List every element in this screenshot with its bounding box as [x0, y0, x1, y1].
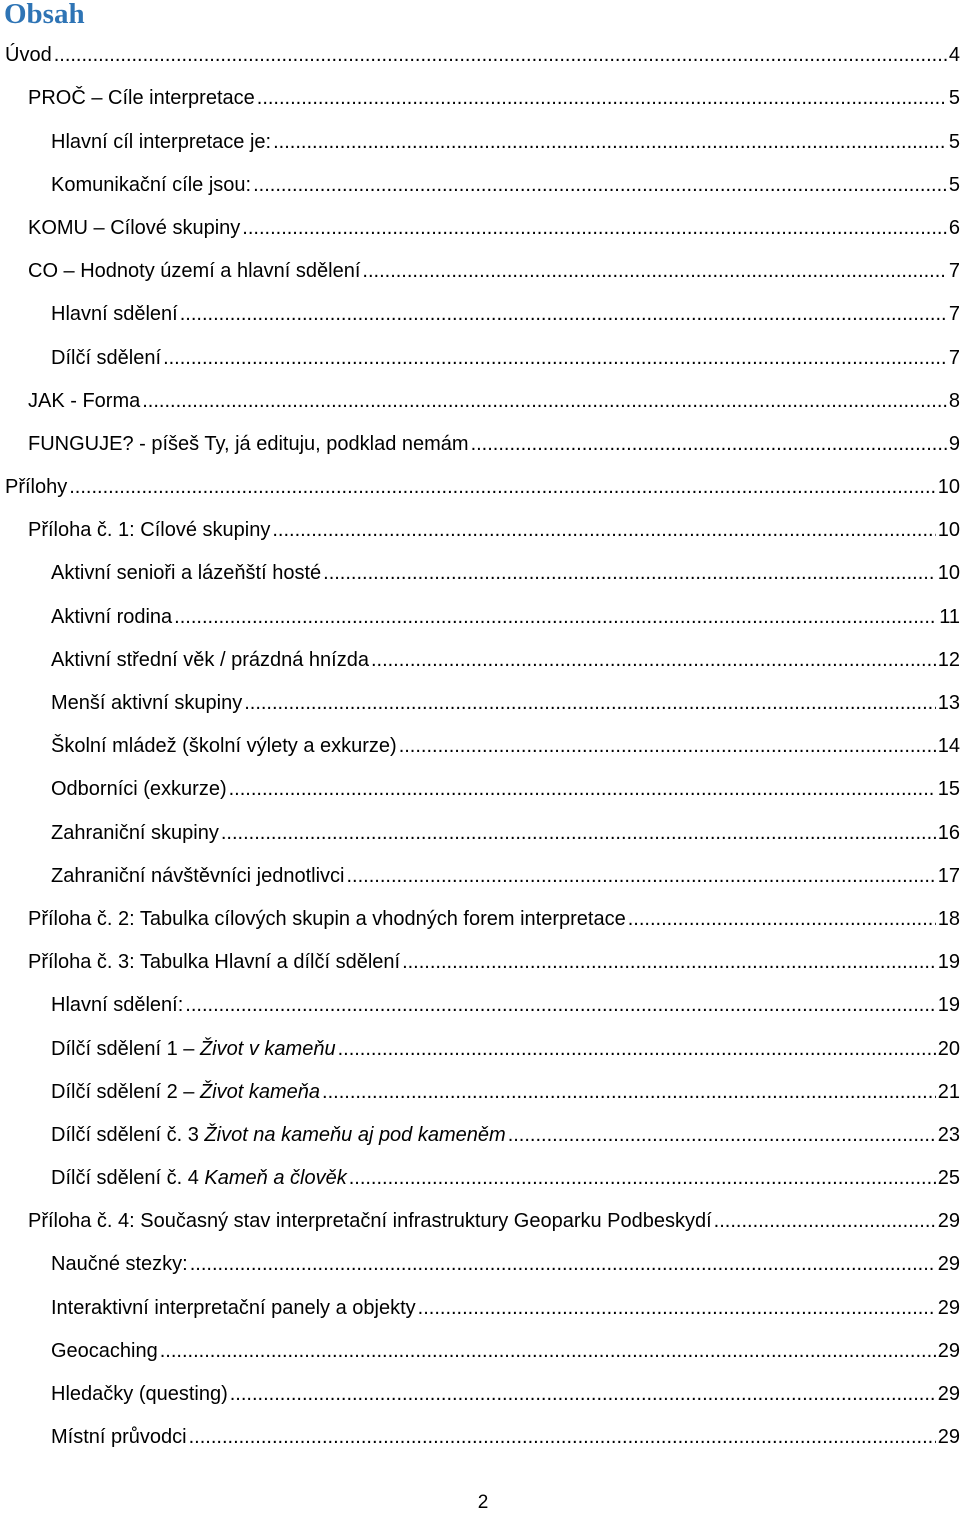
toc-entry-title	[51, 130, 271, 154]
toc-entry-title-part: Dílčí sdělení	[51, 346, 162, 369]
toc-entry-title-part: Přílohy	[5, 476, 68, 499]
toc-entry-title-part: Život kameňa	[199, 1080, 321, 1103]
toc-entry[interactable]	[0, 1280, 960, 1323]
toc-entry-title-part: Dílčí sdělení č. 3	[51, 1123, 205, 1146]
toc-entry-title	[28, 389, 140, 413]
toc-entry-title	[51, 1080, 320, 1104]
toc-entry-page: 16	[937, 821, 960, 844]
toc-entry[interactable]	[0, 1151, 960, 1194]
page-number: 2	[477, 1492, 489, 1513]
toc-entry-title-part: Zahraniční skupiny	[51, 821, 219, 844]
toc-entry[interactable]	[0, 114, 960, 157]
toc-entry-title-part: Příloha č. 3: Tabulka Hlavní a dílčí sdělení	[28, 951, 401, 974]
toc-entry-page: 18	[937, 907, 960, 930]
toc-dot-leader	[273, 130, 947, 154]
toc-dot-leader	[185, 993, 935, 1017]
toc-dot-leader	[230, 1382, 936, 1406]
toc-dot-leader	[399, 734, 936, 758]
toc-entry[interactable]	[0, 1108, 960, 1151]
toc-dot-leader	[257, 86, 947, 110]
toc-entry-page: 17	[937, 864, 960, 887]
toc-dot-leader	[253, 173, 947, 197]
toc-entry-page: 29	[937, 1210, 960, 1233]
toc-entry-page: 13	[937, 692, 960, 714]
toc-entry-page: 10	[937, 476, 960, 499]
toc-entry-title	[28, 432, 469, 456]
toc-dot-leader	[69, 475, 936, 499]
toc-entry-page: 8	[948, 389, 960, 412]
toc-entry-title-part: Život na kameňu aj pod kameněm	[204, 1123, 506, 1146]
toc-entry[interactable]	[0, 719, 960, 762]
toc-entry-title	[51, 691, 242, 715]
toc-entry[interactable]	[0, 805, 960, 848]
toc-entry-title	[51, 173, 251, 197]
toc-entry-title-part: Interaktivní interpretační panely a objekty	[51, 1296, 416, 1319]
toc-entry-title	[51, 1166, 347, 1190]
toc-entry-title	[28, 216, 240, 240]
toc-entry[interactable]	[0, 330, 960, 373]
toc-dot-leader	[242, 216, 947, 240]
toc-entry[interactable]	[0, 71, 960, 114]
toc-entry-title-part: Život v kameňu	[199, 1037, 336, 1060]
toc-dot-leader	[174, 605, 937, 629]
toc-entry-title	[28, 1209, 712, 1233]
toc-dot-leader	[714, 1209, 936, 1233]
toc-entry-page: 19	[937, 951, 960, 974]
toc-dot-leader	[371, 648, 936, 672]
toc-entry-title-part: Hlavní sdělení	[51, 303, 178, 326]
toc-dot-leader	[471, 432, 947, 456]
toc-entry-title-part: Aktivní senioři a lázeňští hosté	[51, 562, 322, 585]
toc-dot-leader	[189, 1425, 936, 1449]
toc-dot-leader	[628, 907, 936, 931]
toc-entry-title	[51, 1037, 336, 1061]
toc-entry-page: 7	[948, 346, 960, 369]
toc-entry-page: 11	[939, 605, 960, 628]
toc-entry[interactable]	[0, 589, 960, 632]
toc-entry[interactable]	[0, 546, 960, 589]
toc-entry-title-part: Aktivní rodina	[51, 605, 173, 628]
toc-entry-title	[51, 1296, 416, 1320]
toc-entry-title	[5, 43, 52, 67]
toc-entry[interactable]	[0, 158, 960, 201]
toc-entry[interactable]	[0, 503, 960, 546]
toc-entry-page: 5	[948, 87, 960, 110]
toc-dot-leader	[323, 561, 936, 585]
toc-entry-title	[51, 561, 321, 585]
toc-entry-title-part: Kameň a člověk	[204, 1167, 347, 1190]
toc-entry[interactable]	[0, 935, 960, 978]
toc-entry-title-part: Odborníci (exkurze)	[51, 778, 227, 801]
toc-entry-page: 29	[937, 1296, 960, 1319]
toc-entry-page: 10	[937, 562, 960, 585]
toc-entry-title	[51, 1425, 187, 1449]
toc-entry-title-part: Naučné stezky:	[51, 1253, 188, 1276]
toc-dot-leader	[346, 864, 935, 888]
toc-entry-page: 23	[937, 1123, 960, 1146]
toc-entry[interactable]	[0, 892, 960, 935]
toc-dot-leader	[418, 1296, 936, 1320]
toc-entry[interactable]	[0, 1194, 960, 1237]
toc-entry-title	[51, 346, 161, 370]
toc-entry[interactable]	[0, 374, 960, 417]
toc-dot-leader	[272, 518, 935, 542]
toc-dot-leader	[402, 950, 936, 974]
toc-dot-leader	[349, 1166, 936, 1190]
toc-dot-leader	[160, 1339, 936, 1363]
toc-entry-title-part: Dílčí sdělení 2 –	[51, 1080, 200, 1103]
toc-dot-leader	[54, 43, 947, 67]
toc-entry-title-part: Zahraniční návštěvníci jednotlivci	[51, 864, 345, 887]
toc-entry[interactable]	[0, 287, 960, 330]
toc-entry[interactable]	[0, 762, 960, 805]
toc-entry-page: 15	[937, 778, 960, 801]
toc-entry-title-part: Dílčí sdělení č. 4	[51, 1167, 205, 1190]
toc-entry-title-part: Aktivní střední věk / prázdná hnízda	[51, 648, 369, 671]
toc-entry-title-part: Hledačky (questing)	[51, 1383, 228, 1405]
toc-entry-title	[51, 777, 227, 801]
toc-entry-page: 10	[937, 519, 960, 542]
toc-entry-title	[51, 605, 172, 629]
toc-entry[interactable]	[0, 1410, 960, 1453]
toc-dot-leader	[229, 777, 936, 801]
toc-entry-title	[51, 993, 183, 1017]
toc-entry[interactable]	[0, 417, 960, 460]
toc-entry-title	[51, 821, 219, 845]
toc-entry-title	[28, 518, 270, 542]
toc-entry-page: 19	[937, 994, 960, 1017]
toc-entry-title-part: Hlavní sdělení:	[51, 994, 184, 1017]
toc-dot-leader	[180, 302, 947, 326]
toc-entry-page: 4	[948, 44, 960, 67]
toc-entry[interactable]	[0, 849, 960, 892]
toc-entry-title-part: Příloha č. 2: Tabulka cílových skupin a vhodných forem interpretace	[28, 907, 626, 930]
toc-entry-title-part: Příloha č. 1: Cílové skupiny	[28, 519, 271, 542]
toc-entry-title-part: Menší aktivní skupiny	[51, 692, 243, 714]
toc-entry[interactable]	[0, 633, 960, 676]
toc-entry-title	[28, 907, 626, 931]
toc-entry-page: 12	[937, 648, 960, 671]
toc-dot-leader	[142, 389, 947, 413]
toc-entry-title	[51, 734, 397, 758]
toc-entry[interactable]	[0, 460, 960, 503]
toc-entry-title-part: PROČ – Cíle interpretace	[28, 87, 255, 110]
toc-entry-page: 29	[937, 1339, 960, 1362]
toc-entry-title-part: Příloha č. 4: Současný stav interpretační infrastruktury Geoparku Podbeskydí	[28, 1210, 712, 1233]
toc-entry-title-part: Místní průvodci	[51, 1426, 187, 1449]
toc-entry-title	[51, 648, 369, 672]
table-of-contents	[0, 28, 960, 1453]
toc-entry-title	[51, 1123, 506, 1147]
toc-dot-leader	[322, 1080, 936, 1104]
toc-entry-title-part: JAK - Forma	[28, 389, 141, 412]
toc-dot-leader	[190, 1252, 936, 1276]
toc-entry-page: 5	[948, 173, 960, 196]
toc-entry-title	[51, 1339, 158, 1363]
toc-entry[interactable]	[0, 1367, 960, 1410]
toc-entry-page: 9	[948, 432, 960, 455]
toc-entry-page: 21	[937, 1080, 960, 1103]
toc-dot-leader	[362, 259, 946, 283]
toc-entry-title-part: CO – Hodnoty území a hlavní sdělení	[28, 260, 361, 283]
toc-entry[interactable]	[0, 978, 960, 1021]
toc-entry[interactable]	[0, 1324, 960, 1367]
toc-entry[interactable]	[0, 1021, 960, 1064]
toc-entry-page: 6	[948, 216, 960, 239]
toc-entry[interactable]	[0, 1065, 960, 1108]
toc-entry-title	[5, 475, 67, 499]
toc-entry-title	[51, 302, 178, 326]
toc-entry-title-part: FUNGUJE? - píšeš Ty, já edituju, podklad nemám	[28, 432, 469, 455]
toc-entry-page: 29	[937, 1426, 960, 1449]
toc-entry-page: 29	[937, 1383, 960, 1405]
toc-entry-title	[51, 864, 344, 888]
toc-entry-title-part: KOMU – Cílové skupiny	[28, 216, 241, 239]
toc-entry-title	[51, 1252, 188, 1276]
toc-entry-title	[28, 950, 400, 974]
toc-entry-page: 5	[948, 130, 960, 153]
toc-entry-title	[28, 259, 360, 283]
toc-entry-title-part: Komunikační cíle jsou:	[51, 173, 252, 196]
toc-dot-leader	[221, 821, 936, 845]
toc-entry-title-part: Úvod	[5, 44, 52, 67]
toc-dot-leader	[163, 346, 947, 370]
toc-entry[interactable]	[0, 1237, 960, 1280]
page-title: Obsah	[4, 0, 85, 30]
toc-dot-leader	[244, 691, 936, 715]
toc-entry[interactable]	[0, 201, 960, 244]
toc-dot-leader	[338, 1037, 936, 1061]
toc-entry-title-part: Školní mládež (školní výlety a exkurze)	[51, 735, 397, 758]
toc-entry-title-part: Dílčí sdělení 1 –	[51, 1037, 200, 1060]
toc-entry-title	[28, 86, 255, 110]
toc-entry-title-part: Geocaching	[51, 1339, 158, 1362]
toc-entry-page: 7	[948, 303, 960, 326]
toc-entry[interactable]	[0, 244, 960, 287]
toc-entry-page: 29	[937, 1253, 960, 1276]
toc-entry-title	[51, 1382, 228, 1406]
toc-dot-leader	[508, 1123, 936, 1147]
toc-entry-title-part: Hlavní cíl interpretace je:	[51, 130, 272, 153]
toc-entry[interactable]	[0, 28, 960, 71]
toc-entry-page: 25	[937, 1167, 960, 1190]
toc-entry-page: 7	[948, 260, 960, 283]
toc-entry-page: 14	[937, 735, 960, 758]
toc-entry[interactable]	[0, 676, 960, 719]
toc-entry-page: 20	[937, 1037, 960, 1060]
